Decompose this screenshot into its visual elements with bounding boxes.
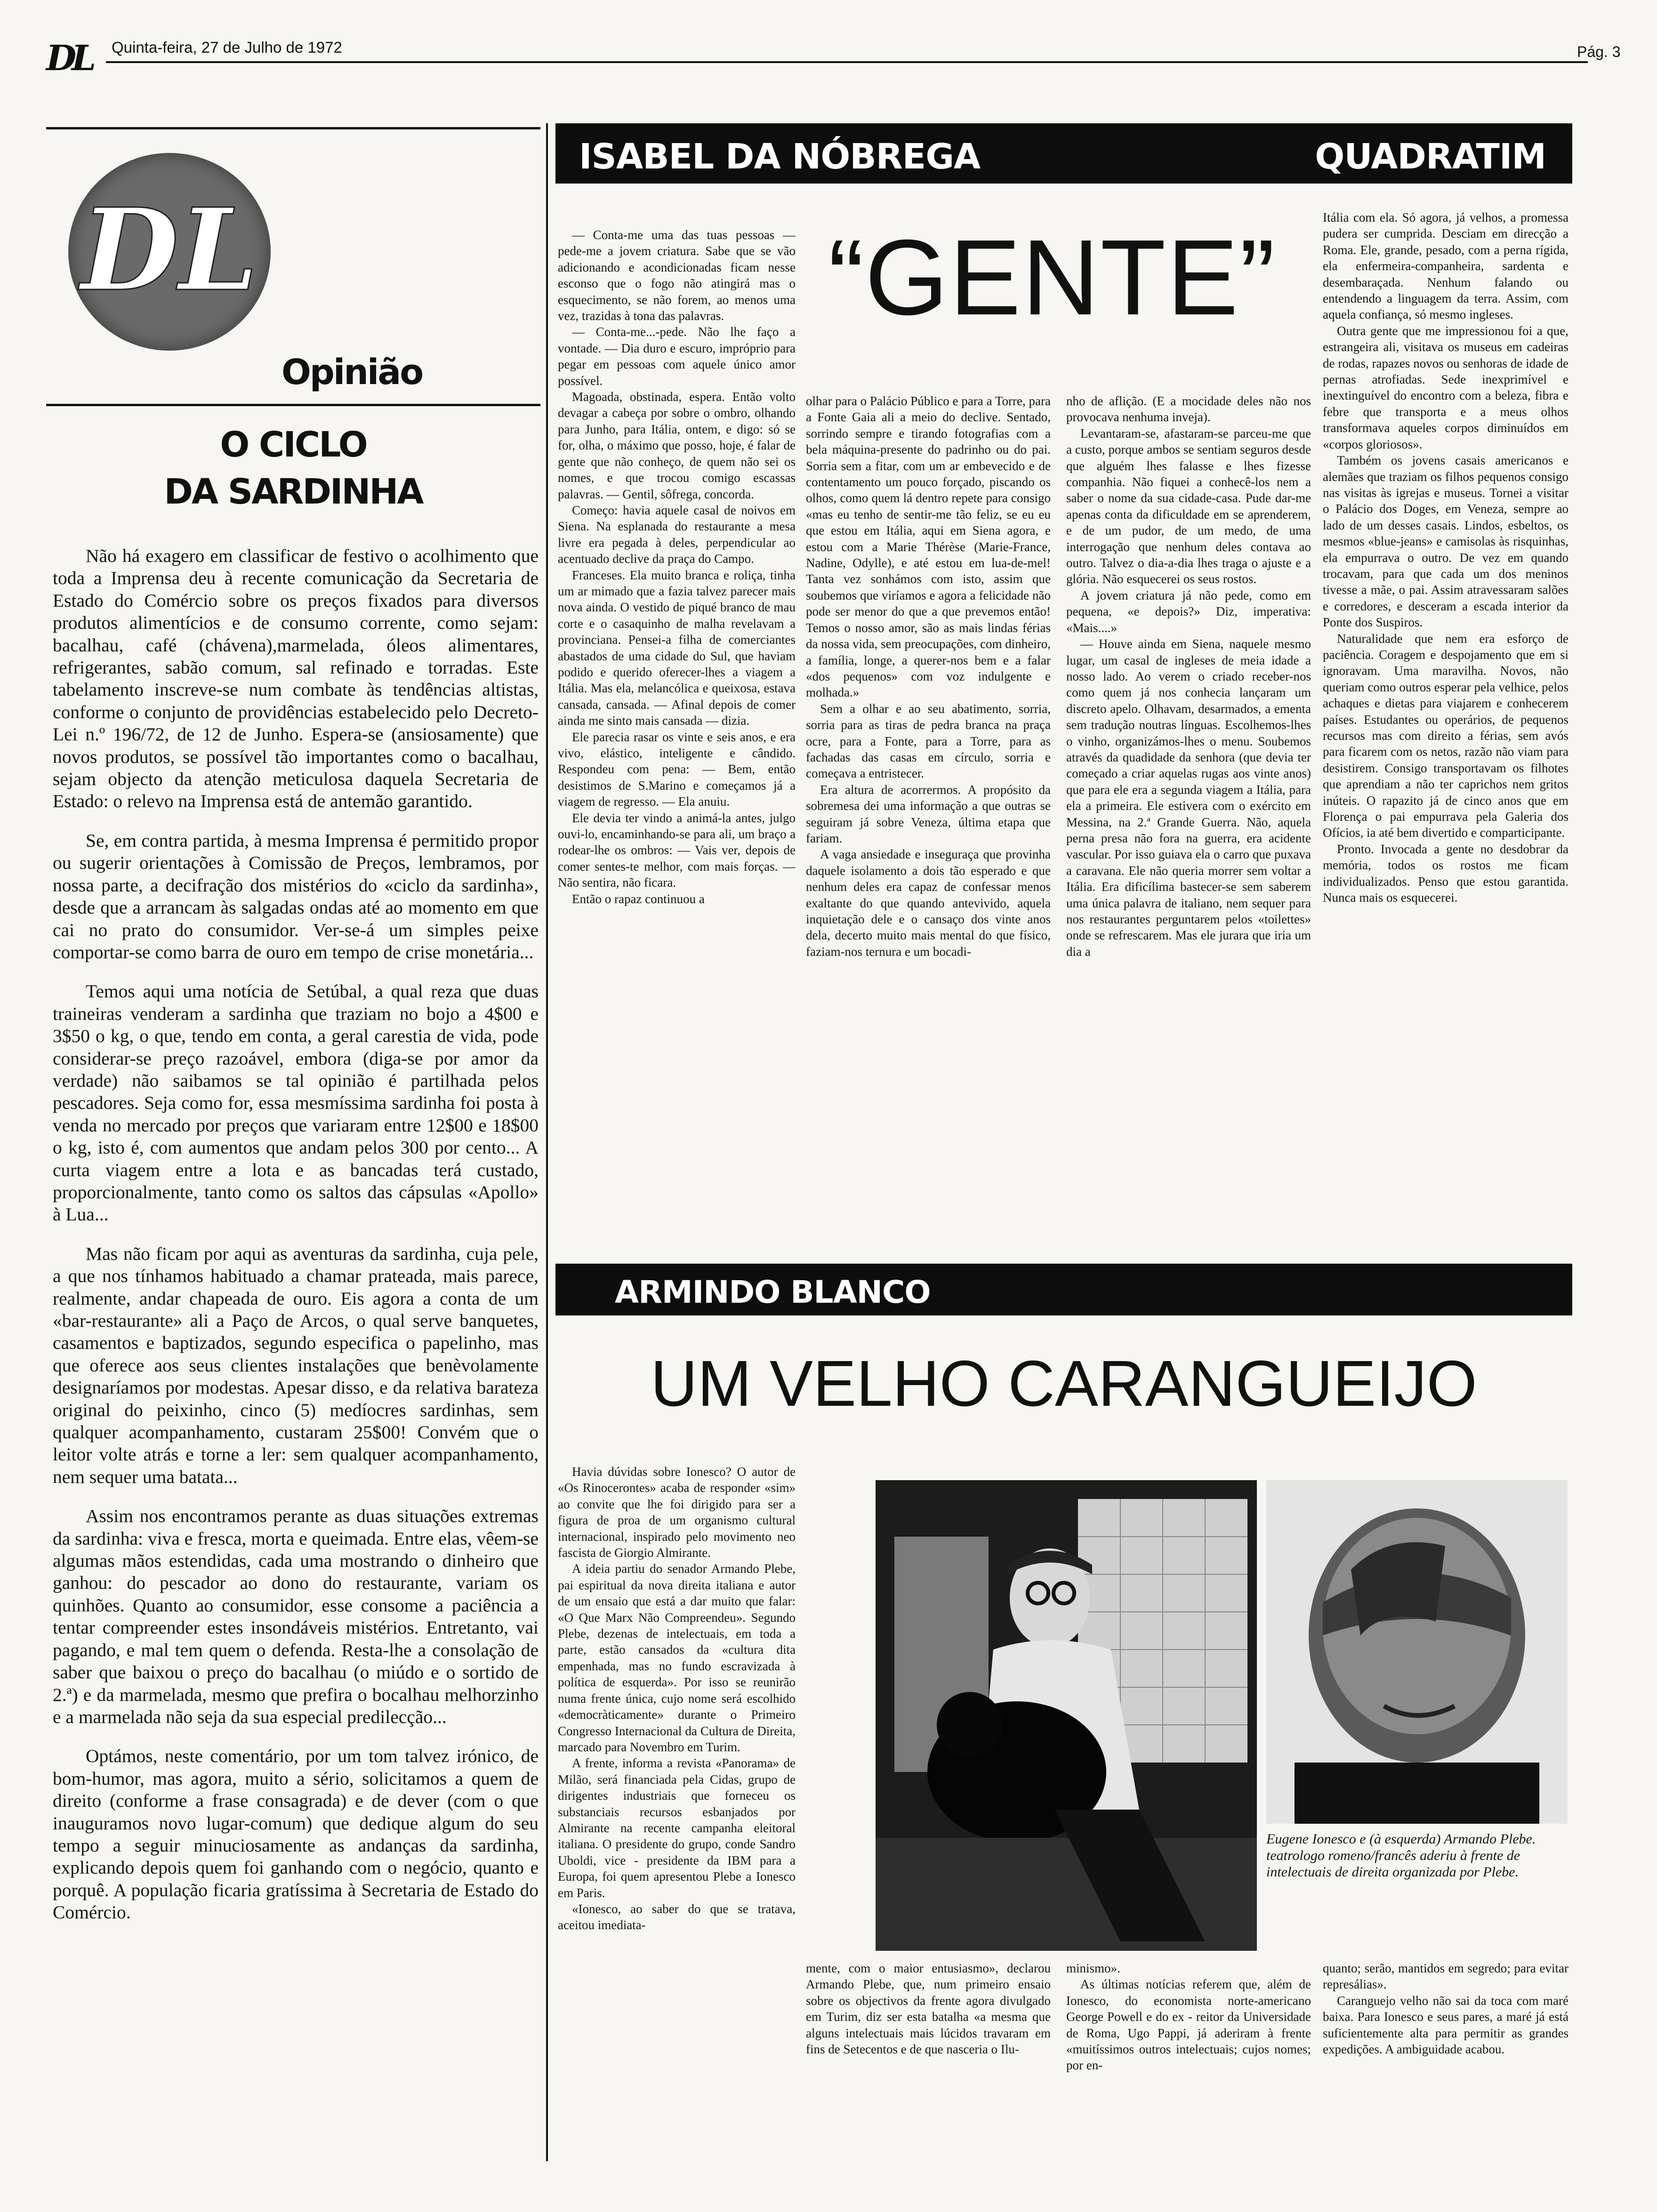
issue-date: Quinta-feira, 27 de Julho de 1972 <box>112 39 342 56</box>
caranguejo-col-3 <box>1066 1960 1311 2177</box>
paragraph: Então o rapaz continuou a <box>572 891 705 906</box>
paragraph: Ele parecia rasar os vinte e seis anos, e era vivo, elástico, inteligente e cândido. Respondeu com pena: — Bem, então desistimos de S.Marino e começamos já a viagem de regresso. — Ela anuiu. <box>558 729 796 809</box>
paragraph: minismo». <box>1066 1961 1120 1975</box>
paragraph: olhar para o Palácio Público e para a Torre, para a Fonte Gaia ali a meio do declive. Sentado, sorrindo sempre e tirando fotografias com a bela máquina-presente do padrinho ou do pai. Sorria sem a fitar, com um ar embevecido e de contentamento um pouco forçado, piscando os olhos, como quem lá dentro repete para consigo «mas eu tenho de sentir-me tão feliz, se eu eu que estou em Itália, aqui em Siena agora, e estou com a Marie Thérèse (Marie-France, Nadine, Odylle), e até estou em lua-de-mel! Tanta vez sonhámos com isto, assim que soubemos que viríamos e agora a felicidade não pode ser menor do que a que prevemos então! Temos o nosso amor, são as mais lindas férias da nossa vida, sem preocupações, com dinheiro, a família, longe, a querer-nos bem e a falar «dos pequenos» com voz indulgente e molhada.» <box>806 394 1051 700</box>
paragraph: A jovem criatura já não pede, como em pequena, «e depois?» Diz, imperativa: «Mais....» <box>1066 588 1311 635</box>
ionesco-photo-illustration <box>1266 1480 1568 1824</box>
photo-caption: Eugene Ionesco e (à esquerda) Armando Plebe. teatrologo romeno/francês aderiu à frente de intelectuais de direita organizada por Plebe. <box>1266 1831 1536 1880</box>
paragraph: Começo: havia aquele casal de noivos em Siena. Na esplanada do restaurante a mesa livre era pegada à deles, perpendicular ao acentuado declive da praça do Campo. <box>558 503 796 566</box>
paragraph: Havia dúvidas sobre Ionesco? O autor de «Os Rinocerontes» acaba de responder «sim» ao convite que lhe foi dirigido para ser a figura de proa de um organismo cultural internacional, inspirado pelo movimento neo fascista de Giorgio Almirante. <box>558 1465 796 1560</box>
paragraph: Caranguejo velho não sai da toca com maré baixa. Para Ionesco e seus pares, a maré já está suficientemente alta para permitir as grandes expedições. A ambiguidade acabou. <box>1323 1993 1569 2057</box>
gente-column-name: QUADRATIM <box>1315 136 1546 177</box>
paragraph: Sem a olhar e ao seu abatimento, sorria, sorria para as tiras de pedra branca na praça ocre, para a Fonte, para a Torre, para as fachadas das casas em círculo, sorria e começava a entristecer. <box>806 701 1051 781</box>
paragraph: A vaga ansiedade e inseguraça que provinha daquele isolamento a dois tão esperado e que nenhum deles era capaz de confessar menos exaltante do que quando antevivido, aquela inquietação dele e o cansaço dos vinte anos dela, decerto muito mais mental do que físico, faziam-nos ternura e um bocadi- <box>806 847 1051 959</box>
caranguejo-author: ARMINDO BLANCO <box>615 1274 931 1310</box>
opinion-top-rule <box>46 127 540 129</box>
gente-author: ISABEL DA NÓBREGA <box>579 136 981 177</box>
caranguejo-col-1 <box>558 1464 796 2179</box>
photo-armando-plebe <box>876 1480 1257 1951</box>
dl-monogram-icon <box>68 153 271 351</box>
photo-eugene-ionesco <box>1266 1480 1568 1824</box>
paragraph: As últimas notícias referem que, além de Ionesco, do economista norte-americano George Powell e do ex - reitor da Universidade de Roma, Ugo Pappi, já aderiram à frente «muitíssimos outros intelectuais; cujos nomes; por en- <box>1066 1977 1311 2073</box>
paragraph: Itália com ela. Só agora, já velhos, a promessa pudera ser cumprida. Desciam em direcção a Roma. Ele, grande, pesado, com a perna rígida, ela enfermeira-companheira, sardenta e desembaraçada. Nenhum falando ou entendendo a linguagem da terra. Assim, com aquela confiança, só mesmo ingleses. <box>1323 210 1569 322</box>
gente-col-1 <box>558 227 796 1239</box>
opinion-article-body <box>53 545 539 2178</box>
masthead-logo: DL <box>46 38 92 79</box>
paragraph: «Ionesco, ao saber do que se tratava, aceitou imediata- <box>558 1901 796 1932</box>
gente-banner <box>555 123 1572 184</box>
paragraph: A ideia partiu do senador Armando Plebe, pai espiritual da nova direita italiana e autor de um ensaio que está a dar muito que falar: «O Que Marx Não Compreendeu». Segundo Plebe, dezenas de intelectuais, em toda a parte, estão cansados da «cultura dita empenhada, mas no fundo escravizada à política de esquerda». Por isso se reunirão numa frente única, cujo nome será escolhido «democràticamente» durante o Primeiro Congresso Internacional da Cultura de Direita, marcado para Novembro em Turim. <box>558 1562 796 1754</box>
paragraph: Levantaram-se, afastaram-se parceu-me que a custo, porque ambos se sentiam seguros desde que alguém lhes falasse e lhes fizesse companhia. Não fiquei a conhecê-los nem a saber o nome da sua cidade-casa. Pude dar-me apenas conta da dificuldade em se aprenderem, e de um pudor, de um medo, de uma interrogação que nenhum deles contava ao outro. Talvez o dia-a-dia lhes traga o ajuste e a glória. Não esquecerei os seus rostos. <box>1066 426 1311 586</box>
opinion-title-line1: O CICLO <box>220 425 367 465</box>
column-divider <box>546 123 548 2161</box>
caranguejo-title: UM VELHO CARANGUEIJO <box>651 1347 1477 1420</box>
caranguejo-col-4 <box>1323 1960 1569 2177</box>
header-rule <box>106 61 1588 63</box>
plebe-photo-illustration <box>876 1480 1257 1951</box>
paragraph: — Conta-me...-pede. Não lhe faço a vontade. — Dia duro e escuro, impróprio para pegar em pessoas com aquele único amor possível. <box>558 325 796 388</box>
paragraph: Se, em contra partida, à mesma Imprensa é permitido propor ou sugerir orientações à Comissão de Preços, lembramos, por nossa parte, a decifração dos mistérios do «ciclo da sardinha», desde que a arrancam às salgadas ondas até ao momento em que cai no prato do consumidor. Ver-se-á um simples peixe comportar-se como barra de ouro em tempo de crise monetária... <box>53 830 539 962</box>
paragraph: — Conta-me uma das tuas pessoas — pede-me a jovem criatura. Sabe que se vão adicionando e acondicionadas ficam nesse esconso que o fogo não atingirá mas o esquecimento, se não forem, ao menos uma vez, trazidas à tona das palavras. <box>558 228 796 323</box>
gente-title: “GENTE” <box>828 218 1276 337</box>
paragraph: quanto; serão, mantidos em segredo; para evitar represálias». <box>1323 1961 1569 1992</box>
svg-text:DL: DL <box>80 184 258 316</box>
paragraph: Outra gente que me impressionou foi a que, estrangeira ali, visitava os museus em cadeiras de rodas, rapazes novos ou senhoras de idade de pernas atrofiadas. Sede inexprimível e inextinguível do encontro com a beleza, fibra e febre que transporta e a meus olhos transformava aqueles corpos diminuídos em «corpos gloriosos». <box>1323 323 1569 451</box>
paragraph: Assim nos encontramos perante as duas situações extremas da sardinha: viva e fresca, morta e queimada. Entre elas, vêem-se algumas mãos estendidas, cada uma mostrando o dinheiro que ganhou: do pescador ao dono do restaurante, variam os quinhões. Quanto ao consumidor, esse consome a paciência a tentar compreender estes insondáveis mistérios. Entretanto, vai pagando, e mal tem quem o defenda. Resta-lhe a consolação de saber que baixou o preço do bacalhau (o miúdo e o sortido de 2.ª) e da marmelada, mesmo que prefira o bocalhau melhorzinho e a marmelada não seja da sua especial predilecção... <box>53 1506 539 1727</box>
gente-col-2 <box>806 393 1051 1240</box>
paragraph: A frente, informa a revista «Panorama» de Milão, será financiada pela Cidas, grupo de dirigentes industriais que forneceu os substanciais recursos esbanjados por Almirante na recente campanha eleitoral italiana. O presidente do grupo, conde Sandro Uboldi, vice - presidente da IBM para a Europa, foi quem apresentou Plebe a Ionesco em Paris. <box>558 1756 796 1900</box>
gente-col-4 <box>1323 209 1569 1240</box>
gente-col-3 <box>1066 393 1311 1240</box>
paragraph: Mas não ficam por aqui as aventuras da sardinha, cuja pele, a que nos tínhamos habituado a chamar prateada, mais parece, realmente, andar chapeada de ouro. Eis agora a conta de um «bar-restaurante» ali a Paço de Arcos, o qual serve banquetes, casamentos e baptizados, segundo especifica o papelinho, mas que oferece aos seus clientes instalações que benèvolamente designaríamos por modestas. Apesar disso, e da relativa barateza original do peixinho, cinco (5) medíocres sardinhas, sem qualquer acompanhamento, custaram 25$00! Convém que o leitor volte atrás e torne a ler: sem qualquer acompanhamento, nem sequer uma batata... <box>53 1243 539 1487</box>
paragraph: Optámos, neste comentário, por um tom talvez irónico, de bom-humor, mas agora, muito a sério, solicitamos a quem de direito (conforme a frase consagrada) e de dever (com o que inauguramos novo lugar-comum) que dedique algum do seu tempo a seguir minuciosamente as andanças da sardinha, explicando depois quem foi ganhando com o negócio, quanto e porquê. A população ficaria gratíssima à Secretaria de Estado do Comércio. <box>53 1746 539 1923</box>
page-number: Pág. 3 <box>1577 43 1621 60</box>
opinion-title <box>46 421 540 515</box>
paragraph: mente, com o maior entusiasmo», declarou Armando Plebe, que, num primeiro ensaio sobre os objectivos da frente agora divulgado em Turim, diz ser esta batalha «a mesma que alguns intelectuais mais lúcidos travaram em fins de Setecentos e de que nasceria o Ilu- <box>806 1961 1051 2057</box>
caranguejo-col-2 <box>806 1960 1051 2177</box>
paragraph: Franceses. Ela muito branca e roliça, tinha um ar mimado que a fazia talvez parecer mais nova ainda. O vestido de piqué branco de mau corte e o casaquinho de malha revelavam a provinciana. Pensei-a filha de comerciantes abastados de uma cidade do Sul, que haviam podido e querido oferecer-lhes a viagem a Itália. Mas ela, melancólica e queixosa, estava cansada, cansada. — Afinal depois de comer ainda me sinto mais cansada — dizia. <box>558 568 796 728</box>
paragraph: Também os jovens casais americanos e alemães que traziam os filhos pequenos consigo nas visitas às igrejas e museus. Tornei a visitar o Palácio dos Doges, em Veneza, sempre ao lado de um desses casais. Lindos, esbeltos, os mesmos «blue-jeans» e camisolas às risquinhas, ela empurrava o outro. De vez em quando trocavam, para que cada um dos meninos tivesse a mãe, o pai. Assim atravessaram salões e corredores, e desceram a escada interior da Ponte dos Suspiros. <box>1323 453 1569 630</box>
opinion-section-label: Opinião <box>282 352 423 393</box>
paragraph: Temos aqui uma notícia de Setúbal, a qual reza que duas traineiras venderam a sardinha que traziam no bojo a 4$00 e 3$50 o kg, o que, tendo em conta, a geral carestia de vida, pode considerar-se preço razoável, embora (diga-se por amor da verdade) não saibamos se tal opinião é partilhada pelos pescadores. Seja como for, essa mesmíssima sardinha foi posta à venda no mercado por preços que variaram entre 12$00 e 18$00 o kg, isto é, com aumentos que andam pelos 300 por cento... A curta viagem entre a lota e as bancadas terá custado, proporcionalmente, tanto como os saltos das cápsulas «Apollo» à Lua... <box>53 981 539 1225</box>
paragraph: Era altura de acorrermos. A propósito da sobremesa dei uma informação a que outras se seguiram já sobre Veneza, última etapa que fariam. <box>806 782 1051 845</box>
paragraph: Ele devia ter vindo a animá-la antes, julgo ouvi-lo, encaminhando-se para ali, um braço a rodear-lhe os ombros: — Vais ver, depois de comer sentes-te melhor, com mais forças. — Não sentira, não ficara. <box>558 810 796 890</box>
opinion-title-line2: DA SARDINHA <box>164 472 423 512</box>
caranguejo-banner <box>555 1264 1572 1315</box>
paragraph: — Houve ainda em Siena, naquele mesmo lugar, um casal de ingleses de meia idade a nosso lado. Ao verem o criado receber-nos como quem já nos conhecia lançaram um discreto apelo. Olhavam, desarmados, a ementa sem tradução noutras línguas. Escolhemos-lhes o vinho, organizámos-lhes o menu. Soubemos através da quadidade da senhora (que devia ter começado a criar aquelas rugas aos vinte anos) que para ele era a segunda viagem a Itália, para ela a primeira. Ele estivera com o exército em Messina, na 2.ª Grande Guerra. Não, aquela perna presa não fora na guerra, era acidente vascular. Por isso guiava ela o carro que puxava a caravana. Ele não queria morrer sem voltar a Itália. Era dificílima bastecer-se sem saberem uma única palavra de italiano, nem sequer para nos restaurantes perguntarem pelos «toilettes» onde se refrescarem. Mas ele jurara que iria um dia a <box>1066 637 1311 959</box>
paragraph: Naturalidade que nem era esforço de paciência. Coragem e despojamento que em si ignoravam. Uma maravilha. Novos, não queriam como outros esperar pela velhice, pelos achaques e dietas para viajarem e conhecerem países. Estudantes ou operários, de pequenos recursos mas com direito a férias, sem avós para ficarem com os netos, razão não viam para desistirem. Consigo transportavam os filhotes que aprendiam a não ter caprichos nem gritos inúteis. O rapazito já de cinco anos que em Florença o pai empurrava pela Galeria dos Ofícios, ia até bem divertido e comparticipante. <box>1323 631 1569 840</box>
paragraph: Pronto. Invocada a gente no desdobrar da memória, todos os rostos me ficam individualizados. Penso que estou garantida. Nunca mais os esquecerei. <box>1323 842 1569 905</box>
opinion-logo-emblem <box>68 153 271 351</box>
paragraph: nho de aflição. (E a mocidade deles não nos provocava nenhuma inveja). <box>1066 394 1311 425</box>
paragraph: Não há exagero em classificar de festivo o acolhimento que toda a Imprensa deu à recente comunicação da Secretaria de Estado do Comércio sobre os preços fixados para diversos produtos alimentícios e de consumo corrente, como sejam: bacalhau, café (chávena),marmelada, óleos alimentares, refrigerantes, sabão comum, sal refinado e torradas. Este tabelamento inscreve-se num combate às tendências altistas, conforme o conjunto de providências estabelecido pelo Decreto-Lei n.º 196/72, de 12 de Junho. Espera-se (ansiosamente) que novos produtos, se possível tão importantes como o bacalhau, sejam objecto da atenção meticulosa daquela Secretaria de Estado: o relevo na Imprensa está de antemão garantido. <box>53 545 539 812</box>
opinion-section-rule <box>46 404 540 406</box>
paragraph: Magoada, obstinada, espera. Então volto devagar a cabeça por sobre o ombro, olhando para Junho, para Itália, ontem, e digo: só se for, olha, o máximo que posso, hoje, é falar de gente que não conheço, de quem não sei os nomes, e que trocou comigo escassas palavras. — Gentil, sôfrega, concorda. <box>558 390 796 501</box>
